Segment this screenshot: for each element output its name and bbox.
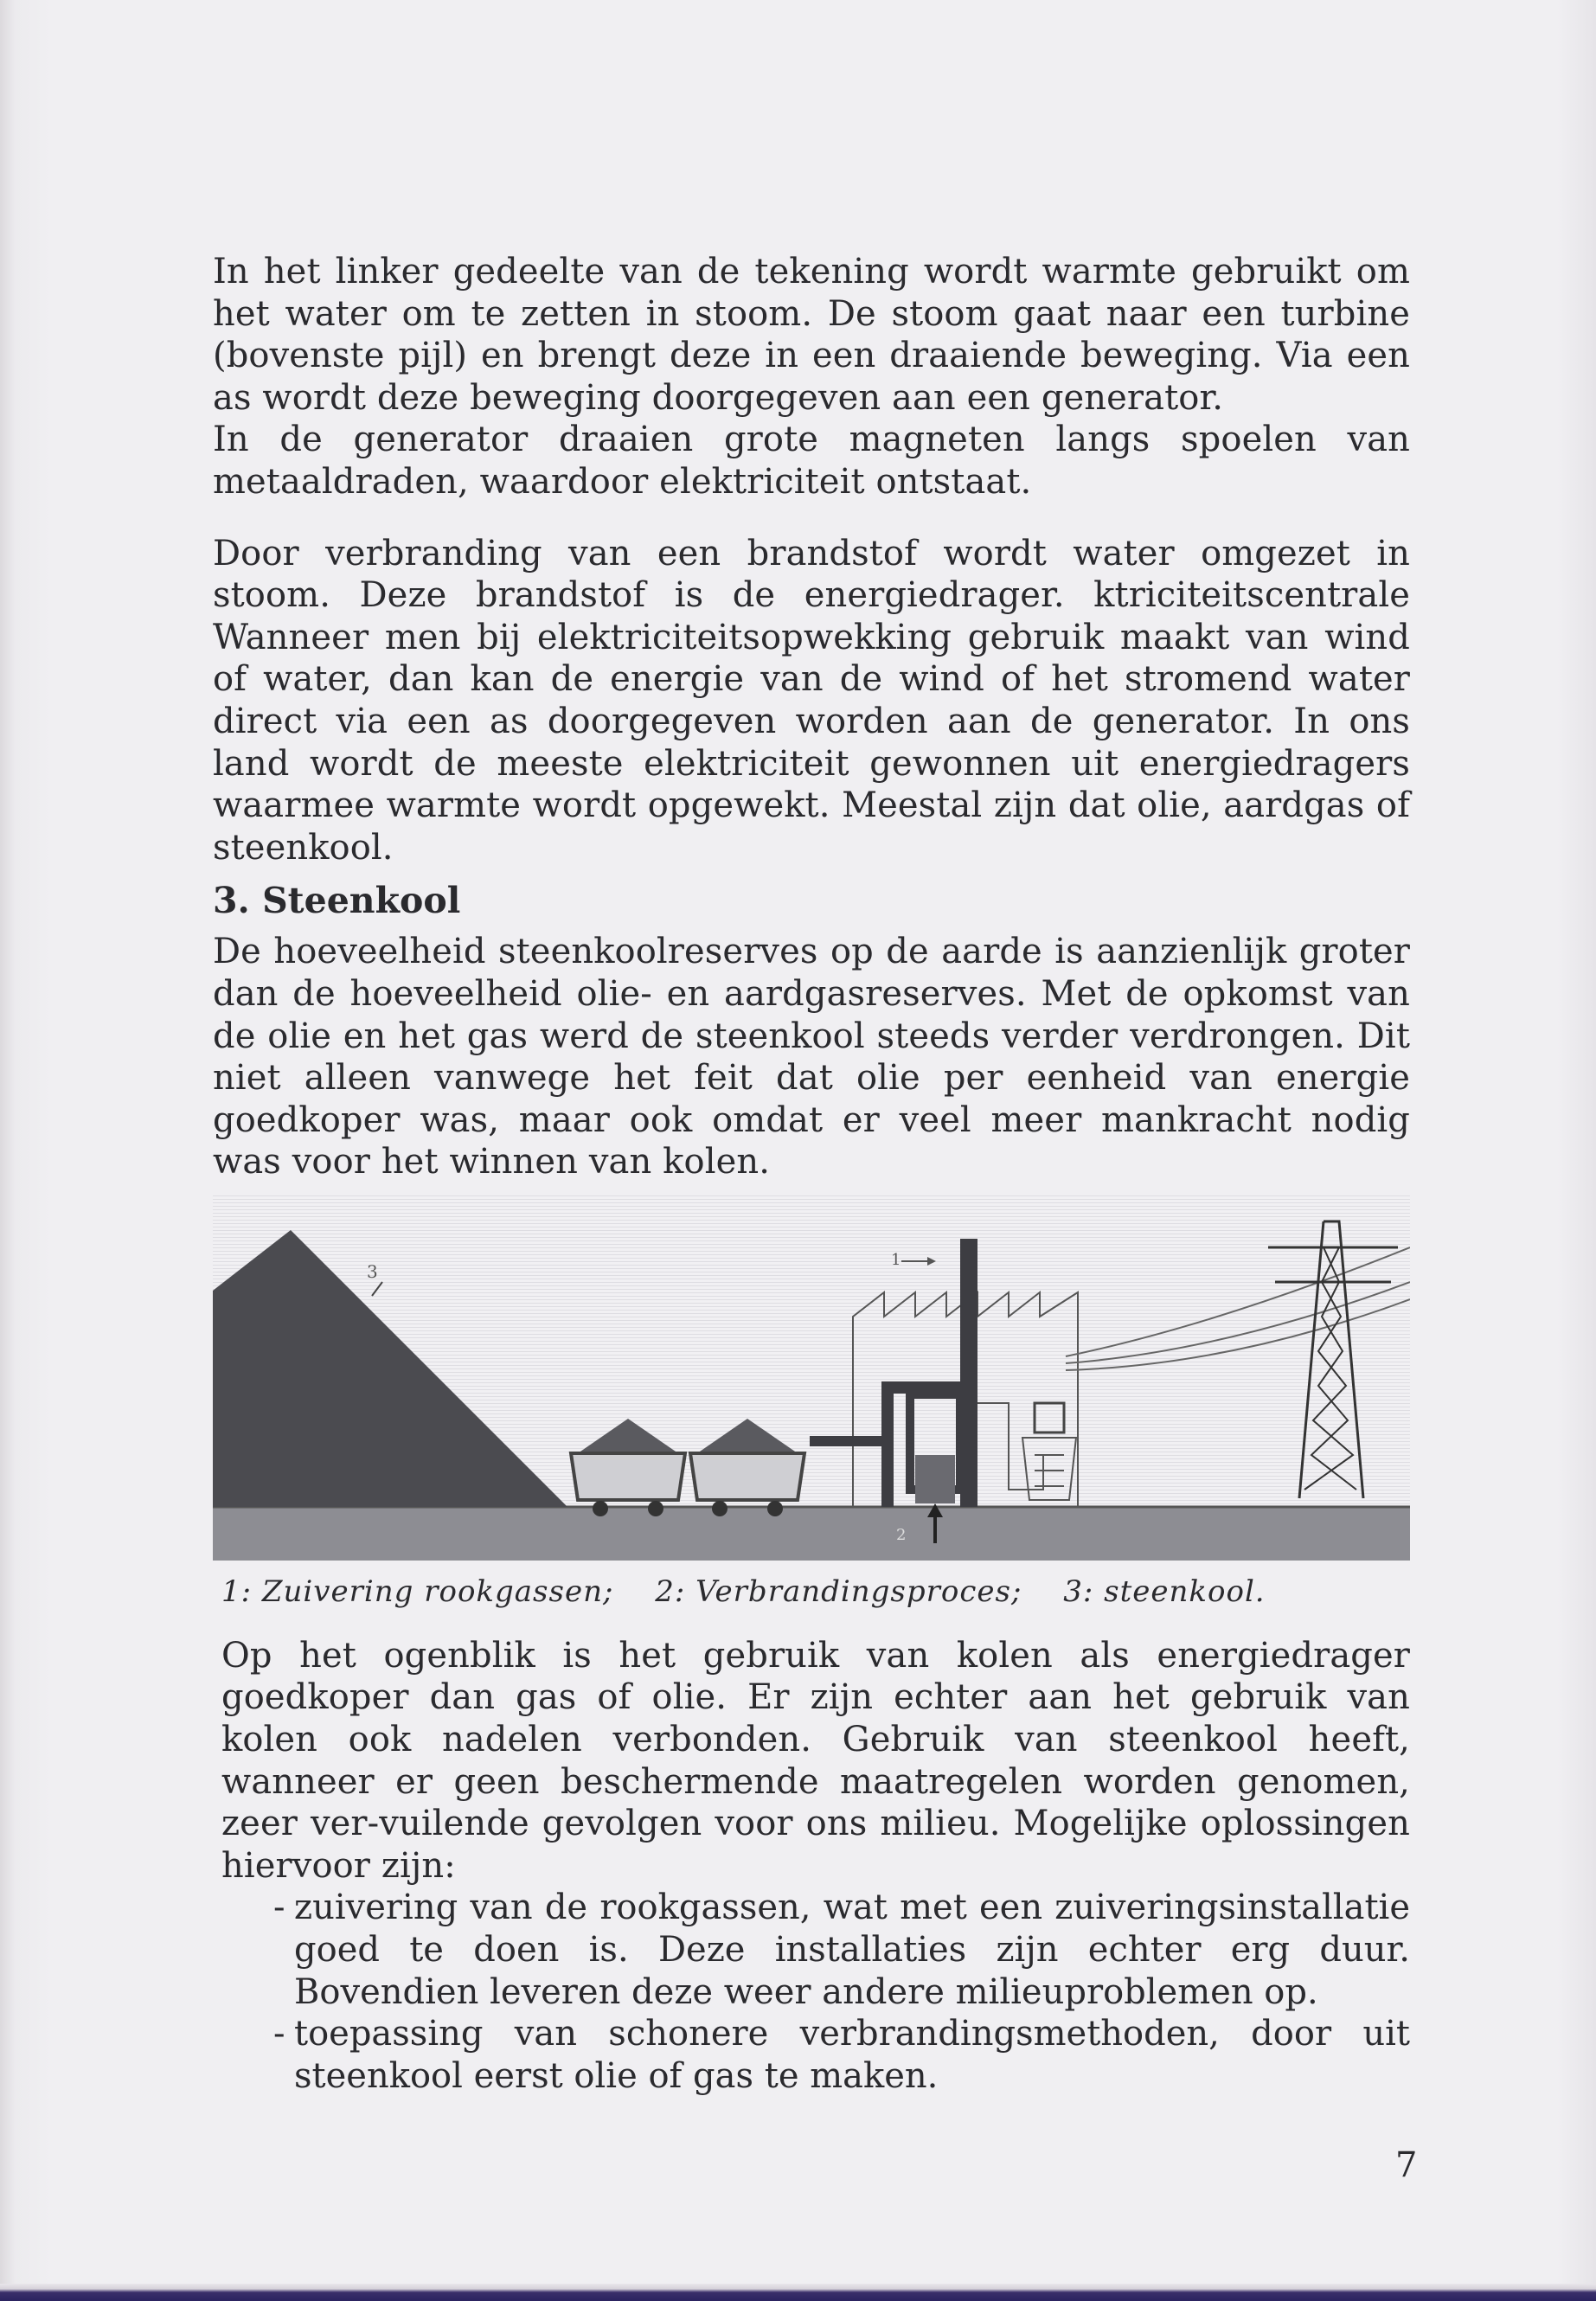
- caption-item-1: 1: Zuivering rookgassen;: [221, 1574, 614, 1609]
- label-3: 3: [367, 1260, 378, 1282]
- paragraph-reserves: De hoeveelheid steenkoolreserves op de aarde is aanzienlijk groter dan de hoeveelheid olie- en aardgasreserves. Met de opkomst van de olie en het gas werd de steenkool steeds verder verdrongen. Dit niet alleen vanwege het feit dat olie per eenheid van energie goedkoper was, maar ook omdat er veel meer mankracht nodig was voor het winnen van kolen.: [213, 932, 1410, 1183]
- bottom-edge: [0, 2284, 1596, 2301]
- paragraph-disadvantages: Op het ogenblik is het gebruik van kolen als energiedrager goedkoper dan gas of olie. Er zijn echter aan het gebruik van kolen ook nadelen verbonden. Gebruik van steenkool heeft, wanneer er geen beschermende maatregelen worden genomen, zeer ver-vuilende gevolgen voor ons milieu. Mogelijke oplossingen hiervoor zijn:: [221, 1635, 1410, 1886]
- paragraph-turbine: In het linker gedeelte van de tekening wordt warmte gebruikt om het water om te zetten in stoom. De stoom gaat naar een turbine (bovenste pijl) en brengt deze in een draaiende beweging. Via een as wordt deze beweging doorgegeven aan een generator.: [213, 252, 1410, 418]
- list-item-text: toepassing van schonere verbrandingsmethoden, door uit steenkool eerst olie of gas te maken.: [294, 2014, 1410, 2096]
- label-2: 2: [896, 1525, 907, 1544]
- ground: [213, 1507, 1410, 1561]
- label-1: 1: [891, 1250, 901, 1269]
- section-heading: 3. Steenkool: [213, 880, 461, 922]
- page-number: 7: [1395, 2145, 1418, 2185]
- text-column: [213, 251, 1410, 2097]
- list-item: [221, 2013, 1410, 2097]
- list-dash: -: [273, 2014, 285, 2054]
- paragraph-generator: In de generator draaien grote magneten langs spoelen van metaaldraden, waardoor elektriciteit ontstaat.: [213, 420, 1410, 502]
- list-dash: -: [273, 1888, 285, 1928]
- solutions-list: [213, 1887, 1410, 2097]
- figure-caption: [213, 1573, 1410, 1611]
- list-item: [221, 1887, 1410, 2013]
- paragraph-fuel: Door verbranding van een brandstof wordt water omgezet in stoom. Deze brandstof is de energiedrager. ktriciteitscentrale Wanneer men bij elektriciteitsopwekking gebruik maakt van wind of water, dan kan de energie van de wind of het stromend water direct via een as doorgegeven worden aan de generator. In ons land wordt de meeste elektriciteit gewonnen uit energiedragers waarmee warmte wordt opgewekt. Meestal zijn dat olie, aardgas of steenkool.: [213, 533, 1410, 868]
- power-plant-figure: [213, 1195, 1410, 1561]
- power-plant-illustration: [213, 1195, 1410, 1561]
- list-item-text: zuivering van de rookgassen, wat met een zuiveringsinstallatie goed te doen is. Deze installaties zijn echter erg duur. Bovendien leveren deze weer andere milieuproblemen op.: [294, 1888, 1410, 2012]
- caption-item-3: 3: steenkool.: [1063, 1574, 1266, 1609]
- caption-item-2: 2: Verbrandingsproces;: [655, 1574, 1022, 1609]
